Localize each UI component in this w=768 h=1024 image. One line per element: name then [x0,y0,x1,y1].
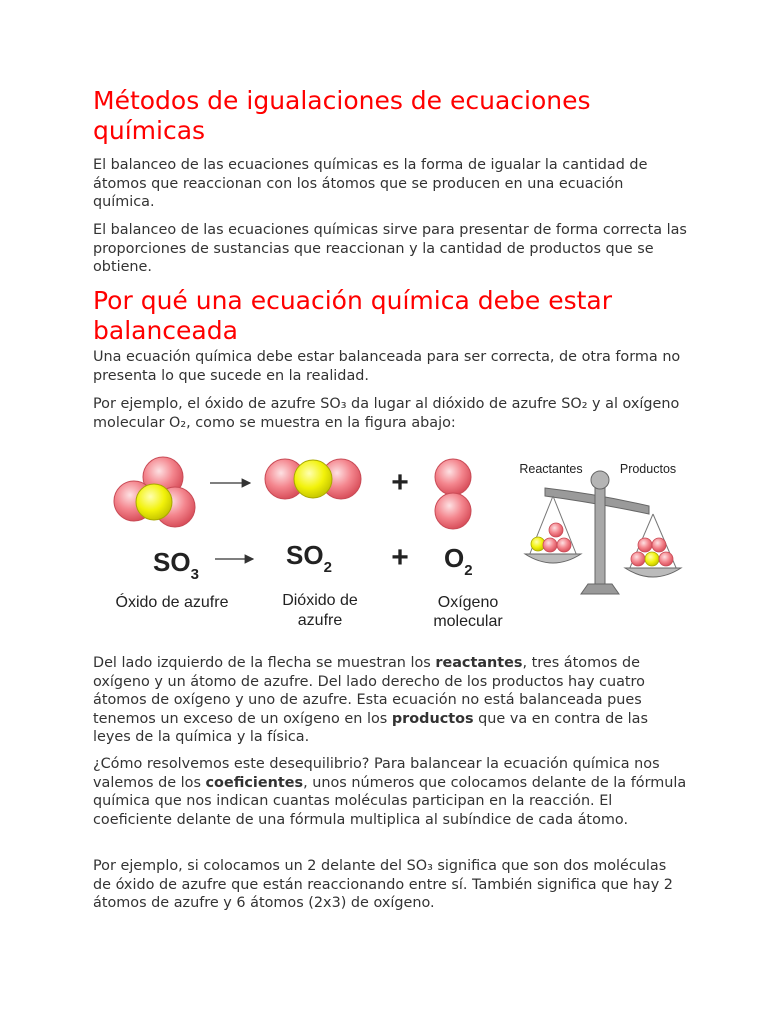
paragraph-example-coefficient: Por ejemplo, si colocamos un 2 delante del SO₃ significa que son dos moléculas de óxido de azufre que están reaccionando entre sí. También significa que hay 2 átomos de azufre y 6 átomos (2x3) de oxígeno. [93,858,673,912]
section-heading-methods: Métodos de igualaciones de ecuaciones químicas [93,86,591,145]
paragraph-definition: El balanceo de las ecuaciones químicas es la forma de igualar la cantidad de átomos que reaccionan con los átomos que se producen en una ecuación química. [93,157,648,211]
label-oxido-azufre: Óxido de azufre [115,594,229,611]
so3-molecule [114,457,195,527]
paragraph-coefficients: ¿Cómo resolvemos este desequilibrio? Para balancear la ecuación química nos valemos de los coeficientes, unos números que colocamos delante de la fórmula química que nos indican cuantas moléculas participan en la reacción. El coeficiente delante de una fórmula multiplica al subíndice de cada átomo. [93,756,687,828]
bold-reactantes: reactantes [435,655,523,671]
bold-productos: productos [391,710,474,727]
label-reactantes: Reactantes [519,462,583,476]
so2-molecule [265,459,361,499]
formula-so3: $SO_3$ [153,547,199,583]
label-oxigeno-l1: Oxígeno [437,594,499,611]
paragraph-correctness: Una ecuación química debe estar balanceada para ser correcta, de otra forma no presenta lo que sucede en la realidad. [93,349,681,384]
balance-scale-icon [519,462,681,594]
label-dioxido-l1: Dióxido de [282,592,358,609]
o2-molecule [435,459,471,529]
formula-o2: $O_2$ [444,543,473,579]
reaction-figure [97,448,717,638]
paragraph-example-intro: Por ejemplo, el óxido de azufre SO₃ da lugar al dióxido de azufre SO₂ y al oxígeno molecular O₂, como se muestra en la figura abajo: [93,396,680,431]
paragraph-reactants-products: Del lado izquierdo de la flecha se muestran los reactantes, tres átomos de oxígeno y un átomo de azufre. Del lado derecho de los productos hay cuatro átomos de oxígeno y uno de azufre. Esta ecuación no está balanceada pues tenemos un exceso de un oxígeno en los productos que va en contra de las leyes de la química y la física. [93,655,648,746]
section-heading-why-balanced: Por qué una ecuación química debe estar balanceada [93,286,612,345]
plus-top: + [391,466,409,499]
paragraph-purpose: El balanceo de las ecuaciones químicas sirve para presentar de forma correcta las proporciones de sustancias que reaccionan y la cantidad de productos que se obtiene. [93,222,687,276]
bold-coeficientes: coeficientes [205,774,304,791]
label-oxigeno-l2: molecular [433,613,503,630]
label-productos: Productos [619,462,677,476]
plus-bottom: + [391,541,409,574]
formula-so2: $SO_2$ [286,540,332,576]
label-dioxido-l2: azufre [297,612,343,629]
